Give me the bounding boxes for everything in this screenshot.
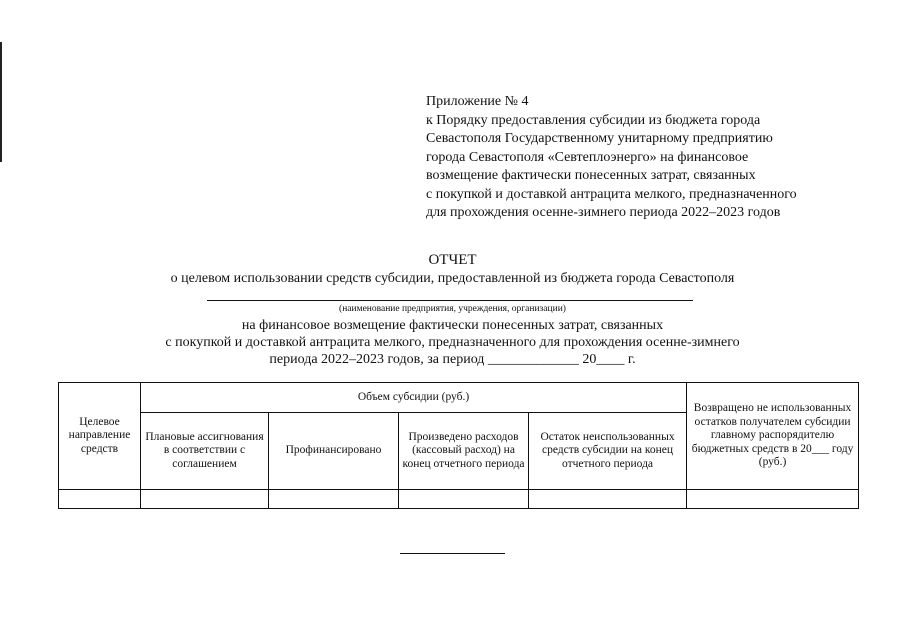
header-planned-allocations: Плановые ассигнования в соответствии с соглашением	[141, 413, 269, 490]
purpose-line: с покупкой и доставкой антрацита мелкого, предназначенного для прохождения осенне-зимнего	[165, 335, 740, 350]
table-cell	[687, 490, 859, 509]
appendix-line: с покупкой и доставкой антрацита мелкого, предназначенного	[426, 186, 797, 202]
appendix-line: к Порядку предоставления субсидии из бюджета города	[426, 112, 761, 128]
appendix-line: Севастополя Государственному унитарному предприятию	[426, 131, 773, 146]
table-cell	[529, 490, 687, 509]
table-cell	[141, 490, 269, 509]
appendix-line: для прохождения осенне-зимнего периода 2022–2023 годов	[426, 205, 781, 220]
header-subsidy-volume: Объем субсидии (руб.)	[141, 383, 687, 413]
organization-caption: (наименование предприятия, учреждения, организации)	[339, 304, 566, 314]
purpose-line: на финансовое возмещение фактически понесенных затрат, связанных	[241, 318, 664, 333]
table-cell	[59, 490, 141, 509]
table-row	[59, 490, 859, 509]
header-unused-remainder: Остаток неиспользованных средств субсидии на конец отчетного периода	[529, 413, 687, 490]
header-financed: Профинансировано	[269, 413, 399, 490]
table-cell	[399, 490, 529, 509]
organization-name-line	[207, 300, 693, 301]
report-title: ОТЧЕТ	[428, 252, 477, 268]
appendix-line: Приложение № 4	[426, 94, 529, 109]
appendix-line: возмещение фактически понесенных затрат, связанных	[426, 168, 756, 183]
appendix-line: города Севастополя «Севтеплоэнерго» на финансовое	[426, 149, 749, 165]
table-cell	[269, 490, 399, 509]
closing-separator-line	[400, 553, 505, 554]
header-expenses-made: Произведено расходов (кассовый расход) на конец отчетного периода	[399, 413, 529, 490]
purpose-line: периода 2022–2023 годов, за период _____________ 20____ г.	[269, 352, 636, 367]
report-table	[58, 382, 859, 509]
header-target-purpose: Целевое направление средств	[59, 383, 141, 490]
appendix-header	[426, 93, 896, 223]
report-subtitle: о целевом использовании средств субсидии, предоставленной из бюджета города Севастополя	[170, 271, 735, 286]
header-returned-remainder: Возвращено не использованных остатков получателем субсидии главному распорядителю бюджетных средств в 20___ году (руб.)	[687, 383, 859, 490]
scan-edge-mark	[0, 42, 2, 162]
